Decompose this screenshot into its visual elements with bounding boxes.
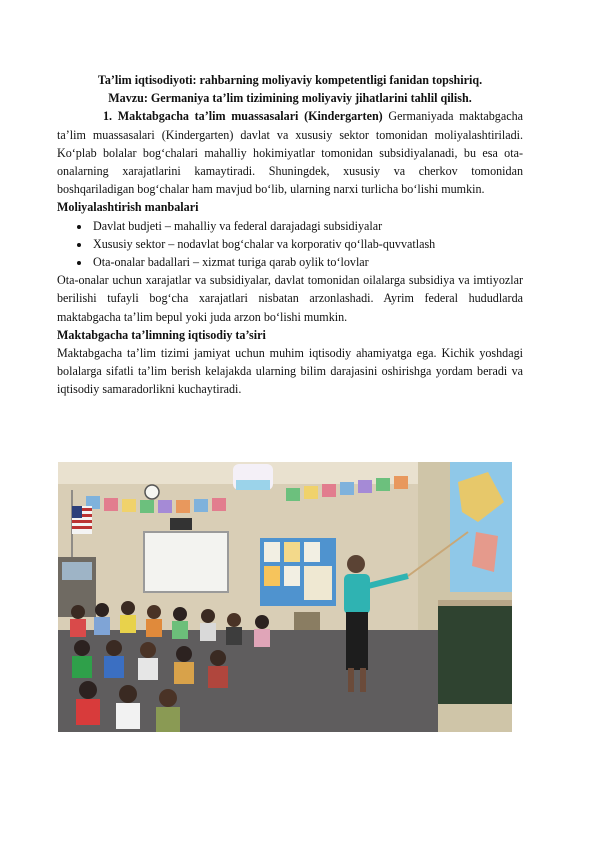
funding-item: • Davlat budjeti – mahalliy va federal darajadagi subsidiyalar — [91, 217, 523, 235]
classroom-photo — [58, 462, 512, 732]
document-body — [57, 71, 523, 399]
funding-paragraph: Ota-onalar uchun xarajatlar va subsidiyalar, davlat tomonidan oilalarga subsidiya va imtiyozlar berilishi tufayli bog‘cha xarajatlari nisbatan arzonlashadi. Ayrim federal hududlarda maktabgacha ta’lim bepul yoki juda arzon bo‘lishi mumkin. — [57, 273, 523, 324]
section1-heading: 1. Maktabgacha ta’lim muassasalari (Kindergarten) — [103, 109, 383, 124]
funding-heading: Moliyalashtirish manbalari — [57, 200, 199, 215]
impact-heading: Maktabgacha ta’limning iqtisodiy ta’siri — [57, 327, 266, 342]
funding-item: • Xususiy sektor – nodavlat bog‘chalar va korporativ qo‘llab-quvvatlash — [91, 235, 523, 253]
section1-text: Germaniyada maktabgacha ta’lim muassasalari (Kindergarten) davlat va xususiy sektor tomonidan moliyalashtiriladi. Ko‘plab bolalar bog‘chalari mahalliy hokimiyatlar tomonidan subsidiyalanadi, bu esa ota-onalarning xarajatlarini kamaytiradi. Shuningdek, xususiy va cherkov tomonidan boshqariladigan bog‘chalar ham mavjud bo‘lib, ularning narxi turlicha bo‘lishi mumkin. — [57, 109, 523, 197]
world-map — [450, 462, 512, 592]
bulletin-board — [260, 538, 336, 606]
impact-paragraph: Maktabgacha ta’lim tizimi jamiyat uchun muhim iqtisodiy ahamiyatga ega. Kichik yoshdagi bolalarga sifatli ta’lim berish kelajakda ularning bilim darajasini oshirishga yordam beradi va iqtisodiy samaradorlikni kuchaytiradi. — [57, 346, 523, 397]
section1-paragraph — [57, 107, 523, 198]
funding-item: • Ota-onalar badallari – xizmat turiga qarab oylik to‘lovlar — [91, 253, 523, 271]
document-subtitle: Mavzu: Germaniya ta’lim tizimining moliyaviy jihatlarini tahlil qilish. — [108, 91, 472, 106]
funding-list — [57, 217, 523, 272]
document-title: Ta’lim iqtisodiyoti: rahbarning moliyaviy kompetentligi fanidan topshiriq. — [97, 73, 483, 87]
